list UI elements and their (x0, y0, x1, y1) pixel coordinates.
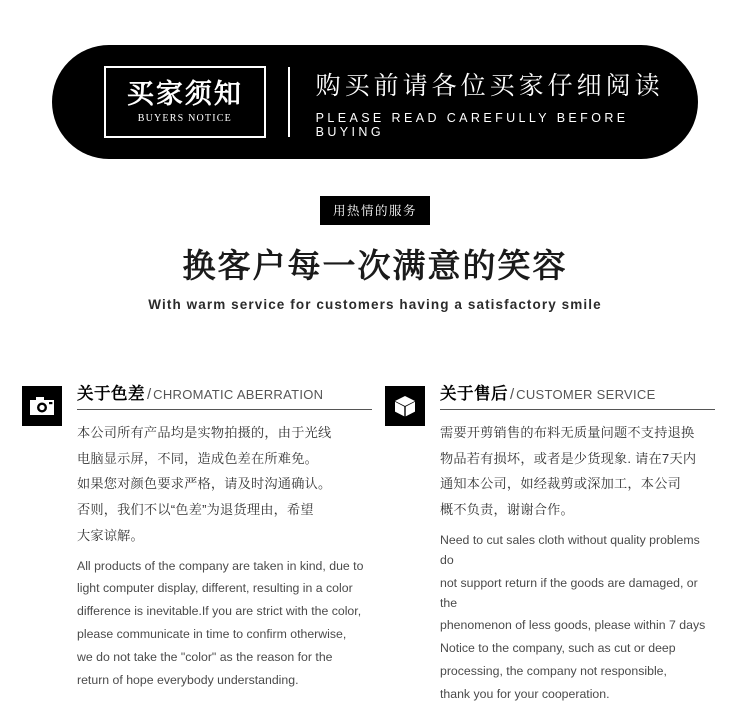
body-line-en: return of hope everybody understanding. (77, 673, 299, 688)
section-title-en: CUSTOMER SERVICE (516, 387, 656, 402)
body-line-en: please communicate in time to confirm otherwise, (77, 627, 347, 642)
body-line-cn: 电脑显示屏，不同，造成色差在所难免。 (77, 450, 318, 466)
body-line-cn: 物品若有损坏，或者是少货现象. 请在7天内 (440, 450, 697, 466)
section-title-cn: 关于色差 (77, 385, 145, 403)
section-heading (440, 380, 715, 410)
section-body (77, 422, 372, 691)
banner-divider (288, 67, 290, 137)
box-icon (385, 386, 425, 426)
body-line-en: not support return if the goods are damaged, or the (440, 575, 698, 610)
body-line-cn: 否则，我们不以“色差”为退货理由，希望 (77, 502, 314, 518)
section-title-cn: 关于售后 (440, 385, 508, 403)
camera-icon (22, 386, 62, 426)
body-line-en: we do not take the "color" as the reason for the (77, 650, 333, 665)
buyers-notice-banner (52, 45, 698, 159)
section-body (440, 422, 715, 705)
badge-title-en: BUYERS NOTICE (137, 112, 232, 124)
slogan-tag: 用热情的服务 (320, 196, 430, 225)
body-line-en: All products of the company are taken in kind, due to (77, 558, 364, 573)
body-line-cn: 通知本公司，如经裁剪或深加工，本公司 (440, 476, 681, 492)
banner-headline-en: PLEASE READ CAREFULLY BEFORE BUYING (315, 110, 629, 139)
banner-headline (316, 66, 698, 139)
section-title-separator: / (147, 386, 152, 403)
body-line-en: processing, the company not responsible, (440, 664, 667, 679)
section-heading (77, 380, 372, 410)
body-line-en: phenomenon of less goods, please within 7 days (440, 618, 706, 633)
body-line-cn: 概不负责，谢谢合作。 (440, 502, 574, 518)
badge-title-cn: 买家须知 (126, 79, 243, 110)
body-line-en: light computer display, different, resulting in a color (77, 581, 353, 596)
slogan-title-cn: 换客户每一次满意的笑容 (182, 247, 568, 284)
section-customer-service (385, 380, 715, 708)
section-chromatic-aberration (22, 380, 372, 694)
section-title-en: CHROMATIC ABERRATION (153, 387, 324, 402)
body-line-cn: 需要开剪销售的布料无质量问题不支持退换 (440, 425, 695, 440)
section-title-separator: / (510, 386, 515, 403)
buyers-notice-badge (104, 66, 266, 138)
body-line-cn: 本公司所有产品均是实物拍摄的，由于光线 (77, 425, 332, 440)
body-line-en: Notice to the company, such as cut or deep (440, 641, 676, 656)
body-line-en: thank you for your cooperation. (440, 687, 610, 702)
slogan-block (0, 196, 750, 312)
banner-headline-cn: 购买前请各位买家仔细阅读 (315, 71, 664, 100)
body-line-en: difference is inevitable.If you are strict with the color, (77, 604, 362, 619)
body-line-en: Need to cut sales cloth without quality problems do (440, 532, 700, 567)
slogan-title-en: With warm service for customers having a satisfactory smile (148, 297, 602, 312)
body-line-cn: 如果您对颜色要求严格，请及时沟通确认。 (77, 476, 332, 492)
body-line-cn: 大家谅解。 (77, 527, 144, 543)
